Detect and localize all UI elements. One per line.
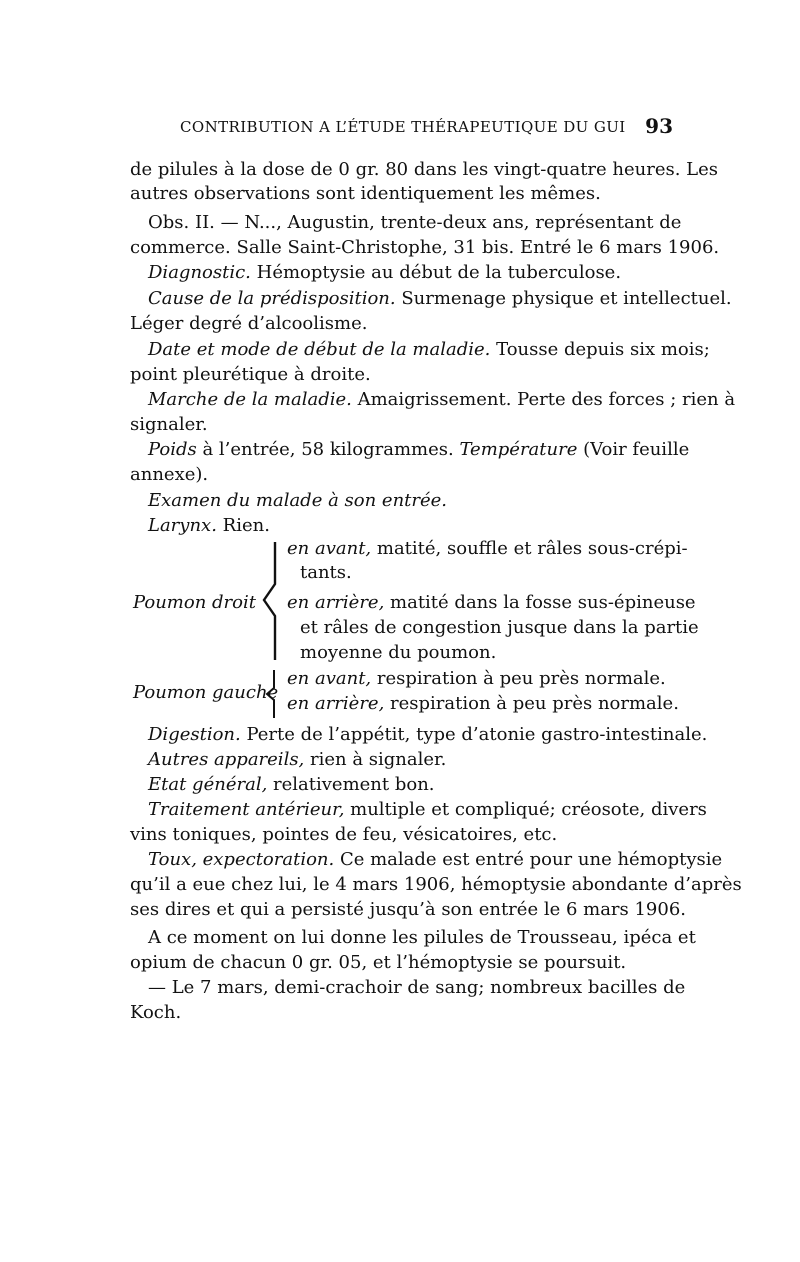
digestion-line bbox=[148, 723, 708, 747]
toux-label: Toux, expectoration. bbox=[148, 849, 335, 870]
etat-text: relativement bon. bbox=[267, 774, 435, 795]
avant-label: en avant, bbox=[287, 668, 372, 689]
larynx-text: Rien. bbox=[216, 515, 270, 536]
avant-label: en avant, bbox=[287, 538, 372, 559]
arriere-label: en arrière, bbox=[287, 592, 385, 613]
page-header bbox=[180, 114, 673, 142]
text-line: Koch. bbox=[130, 1002, 182, 1023]
toux-text: Ce malade est entré pour une hémoptysie bbox=[334, 849, 723, 870]
poids-line bbox=[148, 438, 690, 462]
brace-icon bbox=[260, 540, 282, 662]
marche-label: Marche de la maladie. bbox=[148, 389, 352, 410]
avant-text: respiration à peu près normale. bbox=[371, 668, 666, 689]
temperature-label: Température bbox=[459, 439, 578, 460]
poids-label: Poids bbox=[148, 439, 197, 460]
larynx-label: Larynx. bbox=[148, 515, 217, 536]
text-line: A ce moment on lui donne les pilules de Trousseau, ipéca et bbox=[148, 927, 696, 948]
poumon-droit-arriere bbox=[287, 592, 696, 613]
poids-text: à l’entrée, 58 kilogrammes. bbox=[196, 439, 460, 460]
text-line: autres observations sont identiquement les mêmes. bbox=[130, 183, 601, 204]
arriere-text: respiration à peu près normale. bbox=[384, 693, 679, 714]
cause-text: Surmenage physique et intellectuel. bbox=[395, 288, 732, 309]
running-title: CONTRIBUTION A L’ÉTUDE THÉRAPEUTIQUE DU GUI bbox=[180, 118, 626, 136]
traitement-line bbox=[148, 798, 707, 822]
text-line: Léger degré d’alcoolisme. bbox=[130, 313, 368, 334]
poumon-gauche-arriere bbox=[287, 693, 679, 714]
text-line: signaler. bbox=[130, 414, 208, 435]
toux-line bbox=[148, 848, 723, 872]
poumon-droit-arriere-cont: et râles de congestion jusque dans la partie bbox=[300, 617, 699, 638]
brace-icon bbox=[262, 668, 280, 720]
diagnostic-line bbox=[148, 261, 673, 285]
text-line: — Le 7 mars, demi-crachoir de sang; nombreux bacilles de bbox=[148, 977, 686, 998]
diagnostic-text: Hémoptysie au début de la tuberculose. bbox=[250, 262, 622, 283]
poumon-gauche-label: Poumon gauche bbox=[133, 682, 279, 703]
autres-label: Autres appareils, bbox=[148, 749, 305, 770]
page-number: 93 bbox=[645, 114, 673, 138]
poumon-droit-label: Poumon droit bbox=[133, 592, 256, 613]
arriere-label: en arrière, bbox=[287, 693, 385, 714]
text-line: point pleurétique à droite. bbox=[130, 364, 371, 385]
digestion-label: Digestion. bbox=[148, 724, 241, 745]
poumon-gauche-avant bbox=[287, 668, 673, 689]
examen-heading: Examen du malade à son entrée. bbox=[148, 490, 448, 511]
text-line: commerce. Salle Saint-Christophe, 31 bis. Entré le 6 mars 1906. bbox=[130, 237, 720, 258]
etat-line bbox=[148, 773, 673, 797]
text-line: annexe). bbox=[130, 464, 209, 485]
marche-text: Amaigrissement. Perte des forces ; rien à bbox=[351, 389, 736, 410]
temperature-text: (Voir feuille bbox=[577, 439, 690, 460]
autres-line bbox=[148, 748, 673, 772]
text-line: opium de chacun 0 gr. 05, et l’hémoptysie se poursuit. bbox=[130, 952, 627, 973]
text-line: qu’il a eue chez lui, le 4 mars 1906, hémoptysie abondante d’après bbox=[130, 874, 742, 895]
text-line: vins toniques, pointes de feu, vésicatoires, etc. bbox=[130, 824, 558, 845]
text-line: de pilules à la dose de 0 gr. 80 dans les vingt-quatre heures. Les bbox=[130, 159, 719, 180]
poumon-droit-arriere-cont: moyenne du poumon. bbox=[300, 642, 497, 663]
text-line: ses dires et qui a persisté jusqu’à son entrée le 6 mars 1906. bbox=[130, 899, 687, 920]
diagnostic-label: Diagnostic. bbox=[148, 262, 251, 283]
traitement-label: Traitement antérieur, bbox=[148, 799, 345, 820]
larynx-line bbox=[148, 514, 673, 538]
digestion-text: Perte de l’appétit, type d’atonie gastro-intestinale. bbox=[240, 724, 708, 745]
traitement-text: multiple et compliqué; créosote, divers bbox=[344, 799, 707, 820]
arriere-text: matité dans la fosse sus-épineuse bbox=[384, 592, 696, 613]
examen-line bbox=[148, 489, 673, 513]
autres-text: rien à signaler. bbox=[304, 749, 447, 770]
poumon-droit-avant-cont: tants. bbox=[300, 562, 352, 583]
date-label: Date et mode de début de la maladie. bbox=[148, 339, 491, 360]
etat-label: Etat général, bbox=[148, 774, 268, 795]
cause-line bbox=[148, 287, 732, 311]
cause-label: Cause de la prédisposition. bbox=[148, 288, 396, 309]
marche-line bbox=[148, 388, 736, 412]
avant-text: matité, souffle et râles sous-crépi- bbox=[371, 538, 688, 559]
date-line bbox=[148, 338, 710, 362]
poumon-droit-avant bbox=[287, 538, 688, 559]
observation-heading: Obs. II. — N..., Augustin, trente-deux ans, représentant de bbox=[148, 212, 682, 233]
date-text: Tousse depuis six mois; bbox=[490, 339, 710, 360]
